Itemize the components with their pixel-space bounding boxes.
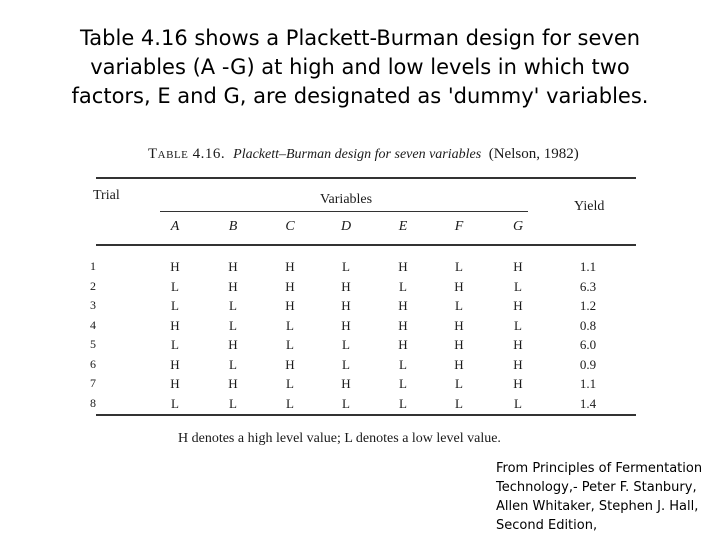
level-cell: H bbox=[341, 317, 351, 333]
yield-cell: 6.0 bbox=[579, 337, 597, 352]
table-footnote: H denotes a high level value; L denotes a low level value. bbox=[178, 431, 501, 446]
level-cell: L bbox=[171, 395, 179, 411]
variables-header: Variables bbox=[320, 192, 373, 207]
level-cell: H bbox=[170, 259, 180, 274]
trial-number: 3 bbox=[90, 298, 96, 312]
level-cell: L bbox=[229, 317, 237, 333]
variable-letter: B bbox=[228, 219, 238, 234]
yield-cell: 1.2 bbox=[579, 298, 597, 313]
level-cell: L bbox=[455, 376, 463, 391]
level-cell: L bbox=[342, 337, 350, 352]
yield-cell: 1.1 bbox=[579, 376, 597, 391]
trial-number: 4 bbox=[90, 317, 96, 332]
level-cell: H bbox=[454, 337, 464, 352]
level-cell: H bbox=[513, 356, 523, 372]
level-cell: L bbox=[342, 395, 350, 411]
scanned-table bbox=[88, 140, 648, 450]
level-cell: L bbox=[514, 278, 522, 294]
level-cell: H bbox=[398, 337, 408, 352]
variable-letter: A bbox=[170, 219, 180, 234]
level-cell: L bbox=[229, 395, 237, 411]
level-cell: L bbox=[399, 356, 407, 372]
level-cell: L bbox=[455, 298, 463, 313]
level-cell: H bbox=[513, 259, 523, 274]
source-credit bbox=[496, 459, 716, 535]
heading-line: variables (A -G) at high and low levels in which two bbox=[90, 55, 630, 79]
level-cell: H bbox=[228, 337, 238, 352]
level-cell: H bbox=[398, 317, 408, 333]
level-cell: H bbox=[228, 376, 238, 391]
heading-line: factors, E and G, are designated as 'dummy' variables. bbox=[71, 84, 649, 108]
trial-header: Trial bbox=[93, 188, 120, 203]
credit-line: Second Edition, bbox=[496, 518, 598, 533]
level-cell: L bbox=[514, 395, 522, 411]
level-cell: L bbox=[286, 376, 294, 391]
level-cell: L bbox=[342, 259, 350, 274]
variable-letter: G bbox=[512, 219, 524, 234]
level-cell: L bbox=[286, 395, 294, 411]
trial-number: 1 bbox=[90, 259, 96, 273]
level-cell: L bbox=[286, 337, 294, 352]
level-cell: H bbox=[513, 337, 523, 352]
level-cell: L bbox=[171, 337, 179, 352]
level-cell: H bbox=[398, 259, 408, 274]
level-cell: H bbox=[285, 259, 295, 274]
level-cell: H bbox=[285, 278, 295, 294]
level-cell: H bbox=[285, 298, 295, 313]
trial-number: 5 bbox=[90, 337, 96, 351]
yield-cell: 0.8 bbox=[579, 317, 597, 333]
table-caption-label: Table 4.16. bbox=[148, 146, 226, 162]
level-cell: H bbox=[170, 376, 180, 391]
level-cell: L bbox=[171, 298, 179, 313]
level-cell: H bbox=[170, 317, 180, 333]
trial-number: 6 bbox=[90, 356, 96, 371]
level-cell: L bbox=[171, 278, 179, 294]
level-cell: H bbox=[228, 278, 238, 294]
variable-letter: E bbox=[398, 219, 408, 234]
trial-number: 8 bbox=[90, 395, 96, 410]
variable-letter: C bbox=[285, 219, 295, 234]
level-cell: H bbox=[454, 356, 464, 372]
level-cell: L bbox=[399, 278, 407, 294]
heading-line: Table 4.16 shows a Plackett-Burman design for seven bbox=[79, 26, 641, 50]
level-cell: L bbox=[399, 395, 407, 411]
yield-cell: 0.9 bbox=[579, 356, 597, 372]
credit-line: Technology,- Peter F. Stanbury, bbox=[496, 480, 697, 495]
level-cell: H bbox=[228, 259, 238, 274]
variable-letter: D bbox=[340, 219, 352, 234]
level-cell: H bbox=[398, 298, 408, 313]
yield-cell: 6.3 bbox=[579, 278, 597, 294]
yield-header: Yield bbox=[574, 199, 605, 214]
trial-number: 2 bbox=[90, 278, 96, 293]
table-bottom-rule bbox=[96, 414, 636, 416]
level-cell: H bbox=[454, 317, 464, 333]
level-cell: H bbox=[170, 356, 180, 372]
variables-underline bbox=[160, 211, 528, 212]
yield-cell: 1.1 bbox=[579, 259, 597, 274]
table-caption-title: Plackett–Burman design for seven variables bbox=[233, 147, 482, 162]
level-cell: H bbox=[285, 356, 295, 372]
level-cell: L bbox=[455, 259, 463, 274]
level-cell: H bbox=[341, 278, 351, 294]
level-cell: L bbox=[514, 317, 522, 333]
level-cell: L bbox=[399, 376, 407, 391]
level-cell: L bbox=[229, 298, 237, 313]
level-cell: H bbox=[341, 376, 351, 391]
header-bottom-rule bbox=[96, 244, 636, 246]
yield-cell: 1.4 bbox=[579, 395, 597, 411]
level-cell: L bbox=[229, 356, 237, 372]
level-cell: L bbox=[455, 395, 463, 411]
table-top-rule bbox=[96, 177, 636, 179]
slide-heading bbox=[40, 24, 680, 111]
level-cell: H bbox=[454, 278, 464, 294]
level-cell: H bbox=[513, 298, 523, 313]
table-caption bbox=[148, 146, 579, 163]
level-cell: L bbox=[342, 356, 350, 372]
credit-line: Allen Whitaker, Stephen J. Hall, bbox=[496, 499, 699, 514]
credit-line: From Principles of Fermentation bbox=[496, 461, 703, 476]
trial-number: 7 bbox=[90, 376, 96, 390]
level-cell: H bbox=[513, 376, 523, 391]
level-cell: L bbox=[286, 317, 294, 333]
table-caption-citation: (Nelson, 1982) bbox=[488, 146, 579, 162]
level-cell: H bbox=[341, 298, 351, 313]
variable-letter: F bbox=[454, 219, 464, 234]
